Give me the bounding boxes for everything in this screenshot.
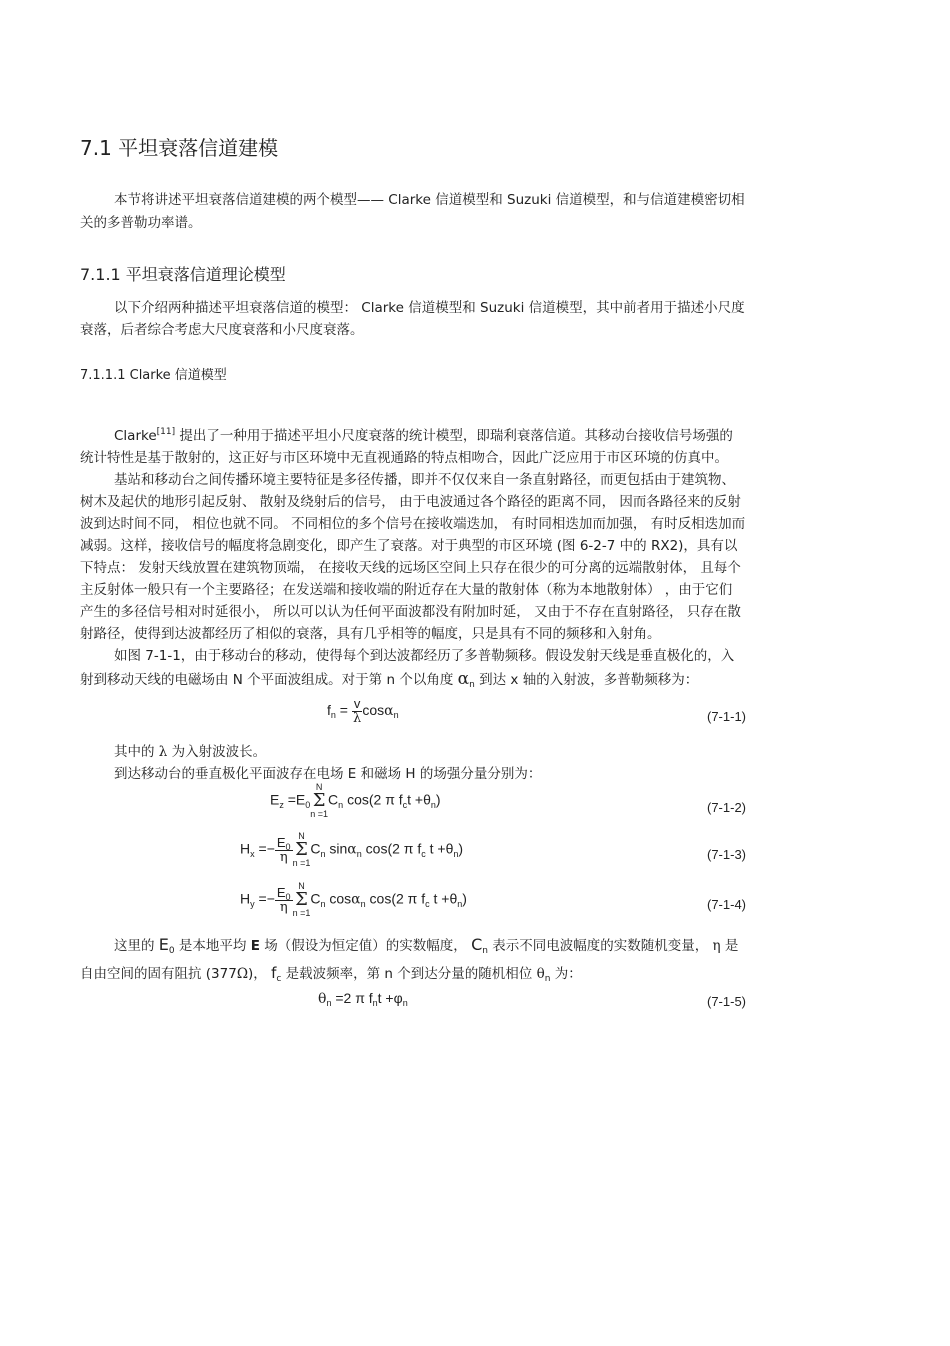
- subsubsection-heading: 7.1.1.1 Clarke 信道模型: [80, 368, 227, 383]
- body-line-6: 减弱。这样，接收信号的幅度将急剧变化，即产生了衰落。对于典型的市区环境 (图 6-2-7 中的 RX2)，具有以: [80, 538, 738, 554]
- intro-line-1: 本节将讲述平坦衰落信道建模的两个模型—— Clarke 信道模型和 Suzuki 信道模型，和与信道建模密切相: [114, 192, 745, 208]
- body-line-3: 基站和移动台之间传播环境主要特征是多径传播，即并不仅仅来自一条直射路径，而更包括由于建筑物、: [114, 472, 735, 488]
- body-line-2: 统计特性是基于散射的，这正好与市区环境中无直视通路的特点相吻合，因此广泛应用于市区环境的仿真中。: [80, 450, 728, 466]
- equation-7-1-4: $H_y$ =− $\frac{E_0}{\eta}$ N Σ n =1 $C_n$ cosα$_n$ cos(2 π $f_c$ $t +\theta_n$): [240, 881, 467, 918]
- equation-number-7-1-4: (7-1-4): [707, 897, 747, 912]
- body-line-8: 主反射体一般只有一个主要路径；在发送端和接收端的附近存在大量的散射体（称为本地散射体） ，由于它们: [80, 582, 733, 598]
- after-eq1-line-2: 到达移动台的垂直极化平面波存在电场 E 和磁场 H 的场强分量分别为：: [114, 766, 542, 782]
- citation-ref: [11]: [156, 427, 176, 437]
- equation-7-1-1: $f_n$ = $\frac{v}{\lambda}$ cosα$_n$: [327, 696, 399, 726]
- after-eq4-line-1: 这里的 $E_0$ 是本地平均 E 场（假设为恒定值）的实数幅度， $C_n$ 表示不同电波幅度的实数随机变量， η 是: [114, 935, 739, 956]
- equation-number-7-1-5: (7-1-5): [707, 994, 747, 1009]
- fraction-e0-over-eta: $\frac{E_0}{\eta}$: [276, 834, 291, 865]
- summation-sign: N Σ n =1: [292, 831, 311, 868]
- fraction-v-over-lambda: $\frac{v}{\lambda}$: [353, 696, 362, 726]
- equation-7-1-3: $H_x$ =− $\frac{E_0}{\eta}$ N Σ n =1 $C_n$ sinα$_n$ cos(2 π $f_c$ $t +\theta_n$): [240, 831, 464, 868]
- subsection-para-line-2: 衰落，后者综合考虑大尺度衰落和小尺度衰落。: [80, 322, 364, 338]
- body-line-1: Clarke[11] 提出了一种用于描述平坦小尺度衰落的统计模型，即瑞利衰落信道。其移动台接收信号场强的: [114, 427, 733, 444]
- equation-number-7-1-3: (7-1-3): [707, 847, 747, 862]
- summation-sign: N Σ n =1: [292, 881, 311, 918]
- equation-number-7-1-2: (7-1-2): [707, 800, 747, 815]
- body-line-9: 产生的多径信号相对时延很小， 所以可以认为任何平面波都没有附加时延， 又由于不存在直射路径， 只存在散: [80, 604, 741, 620]
- equation-7-1-5: $\theta_n =2$ π $f_nt +\varphi_n$: [318, 990, 408, 1008]
- body-line-11: 如图 7-1-1，由于移动台的移动，使得每个到达波都经历了多普勒频移。假设发射天线是垂直极化的，入: [114, 648, 735, 664]
- equation-number-7-1-1: (7-1-1): [707, 709, 747, 724]
- section-heading: 7.1 平坦衰落信道建模: [80, 136, 279, 160]
- equation-7-1-2: $E_z =E_0$ N Σ n =1 $C_n$ cos(2 π $f_ct +\theta_n$): [270, 782, 441, 819]
- after-eq1-line-1: 其中的 λ 为入射波波长。: [114, 744, 267, 760]
- summation-sign: N Σ n =1: [310, 782, 329, 819]
- body-line-4: 树木及起伏的地形引起反射、 散射及绕射后的信号， 由于电波通过各个路径的距离不同， 因而各路径来的反射: [80, 494, 741, 510]
- intro-line-2: 关的多普勒功率谱。: [80, 215, 202, 231]
- subsection-heading: 7.1.1 平坦衰落信道理论模型: [80, 265, 286, 284]
- body-line-5: 波到达时间不同， 相位也就不同。 不同相位的多个信号在接收端迭加， 有时同相迭加而加强， 有时反相迭加而: [80, 516, 746, 532]
- after-eq4-line-2: 自由空间的固有阻抗 (377Ω)， $f_c$ 是载波频率，第 n 个到达分量的随机相位 $\theta_n$ 为：: [80, 964, 582, 984]
- body-line-7: 下特点： 发射天线放置在建筑物顶端， 在接收天线的远场区空间上只存在很少的可分离的远端散射体， 且每个: [80, 560, 741, 576]
- subsection-para-line-1: 以下介绍两种描述平坦衰落信道的模型： Clarke 信道模型和 Suzuki 信道模型，其中前者用于描述小尺度: [114, 300, 745, 316]
- body-line-10: 射路径，使得到达波都经历了相似的衰落，具有几乎相等的幅度，只是具有不同的频移和入射角。: [80, 626, 661, 642]
- body-line-12: 射到移动天线的电磁场由 N 个平面波组成。对于第 n 个以角度 $\alpha_n$ 到达 x 轴的入射波，多普勒频移为：: [80, 669, 699, 690]
- fraction-e0-over-eta: $\frac{E_0}{\eta}$: [276, 884, 291, 915]
